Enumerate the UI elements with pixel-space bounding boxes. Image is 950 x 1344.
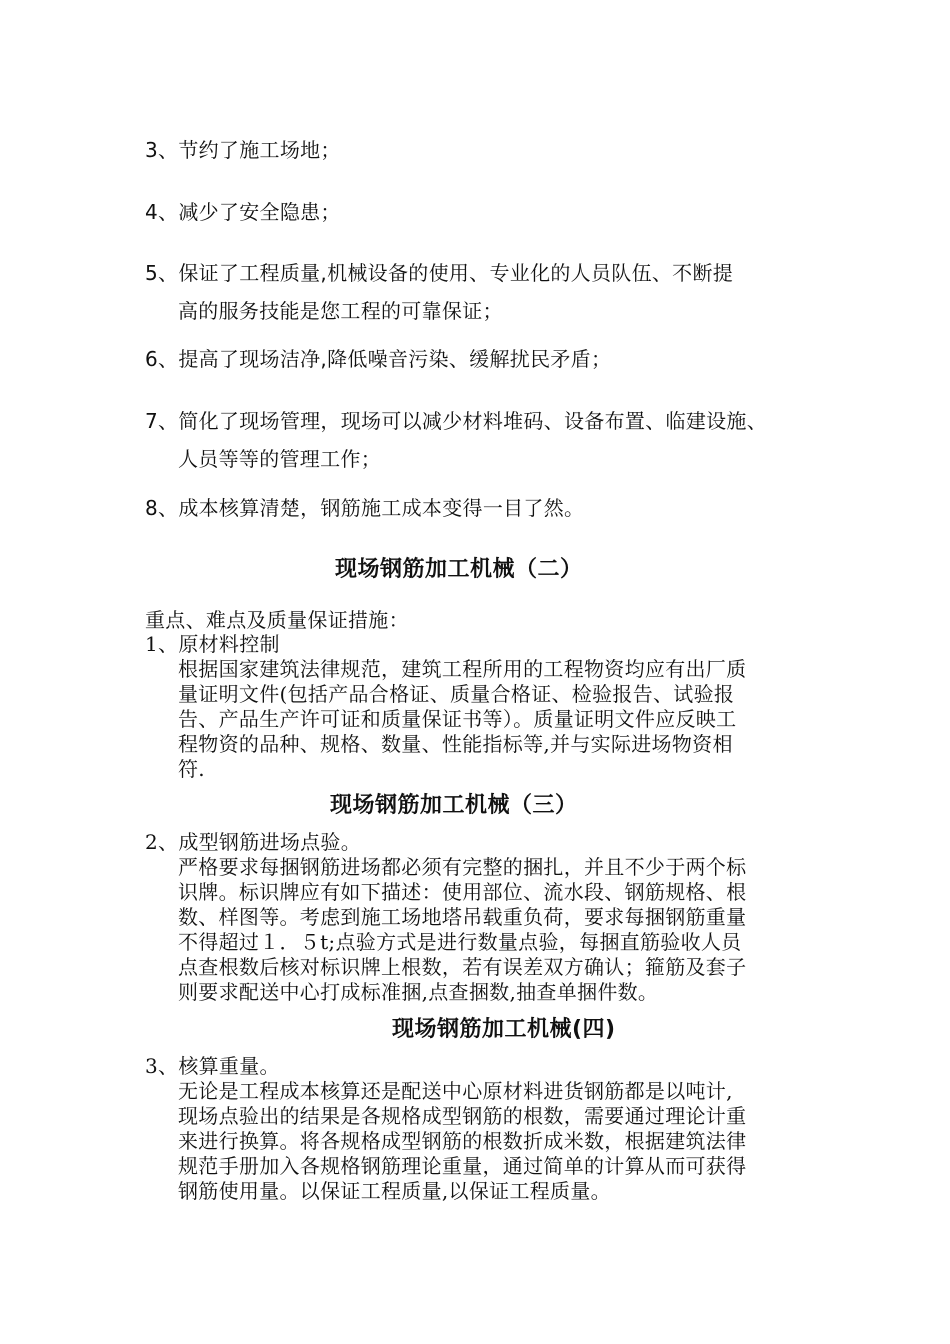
paragraph-line: 钢筋使用量。以保证工程质量,以保证工程质量。 — [178, 1179, 611, 1203]
list-item-8: 8、成本核算清楚，钢筋施工成本变得一目了然。 — [145, 496, 585, 520]
paragraph-line: 来进行换算。将各规格成型钢筋的根数折成米数，根据建筑法律 — [178, 1129, 747, 1153]
section-heading-2: 现场钢筋加工机械（二） — [335, 557, 583, 582]
paragraph-line: 无论是工程成本核算还是配送中心原材料进货钢筋都是以吨计, — [178, 1079, 733, 1103]
paragraph-line: 量证明文件(包括产品合格证、质量合格证、检验报告、试验报 — [178, 682, 735, 706]
list-item-3: 3、节约了施工场地； — [145, 138, 341, 162]
section-heading-4: 现场钢筋加工机械(四) — [392, 1017, 616, 1042]
paragraph-line: 符. — [178, 757, 205, 781]
paragraph-line: 程物资的品种、规格、数量、性能指标等,并与实际进场物资相 — [178, 732, 733, 756]
section-item-2: 2、成型钢筋进场点验。 — [145, 830, 362, 854]
paragraph-line: 数、样图等。考虑到施工场地塔吊载重负荷，要求每捆钢筋重量 — [178, 905, 747, 929]
paragraph-line: 根据国家建筑法律规范，建筑工程所用的工程物资均应有出厂质 — [178, 657, 747, 681]
section-item-3: 3、核算重量。 — [145, 1054, 280, 1078]
list-item-7-continued: 人员等等的管理工作； — [178, 447, 381, 471]
paragraph-line: 点查根数后核对标识牌上根数，若有误差双方确认；箍筋及套子 — [178, 955, 747, 979]
paragraph-line: 现场点验出的结果是各规格成型钢筋的根数，需要通过理论计重 — [178, 1104, 747, 1128]
section-intro: 重点、难点及质量保证措施： — [145, 608, 409, 632]
list-item-4: 4、减少了安全隐患； — [145, 200, 341, 224]
list-item-5-continued: 高的服务技能是您工程的可靠保证； — [178, 299, 503, 323]
section-heading-3: 现场钢筋加工机械（三） — [330, 793, 578, 818]
list-item-7: 7、简化了现场管理，现场可以减少材料堆码、设备布置、临建设施、 — [145, 409, 768, 433]
paragraph-line: 规范手册加入各规格钢筋理论重量，通过简单的计算从而可获得 — [178, 1154, 747, 1178]
paragraph-line: 严格要求每捆钢筋进场都必须有完整的捆扎，并且不少于两个标 — [178, 855, 747, 879]
paragraph-line: 不得超过１．５t;点验方式是进行数量点验，每捆直筋验收人员 — [178, 930, 742, 954]
paragraph-line: 识牌。标识牌应有如下描述：使用部位、流水段、钢筋规格、根 — [178, 880, 747, 904]
list-item-6: 6、提高了现场洁净,降低噪音污染、缓解扰民矛盾； — [145, 347, 612, 371]
paragraph-line: 告、产品生产许可证和质量保证书等）。质量证明文件应反映工 — [178, 707, 737, 731]
section-item-1: 1、原材料控制 — [145, 632, 280, 656]
paragraph-line: 则要求配送中心打成标准捆,点查捆数,抽查单捆件数。 — [178, 980, 659, 1004]
list-item-5: 5、保证了工程质量,机械设备的使用、专业化的人员队伍、不断提 — [145, 261, 734, 285]
